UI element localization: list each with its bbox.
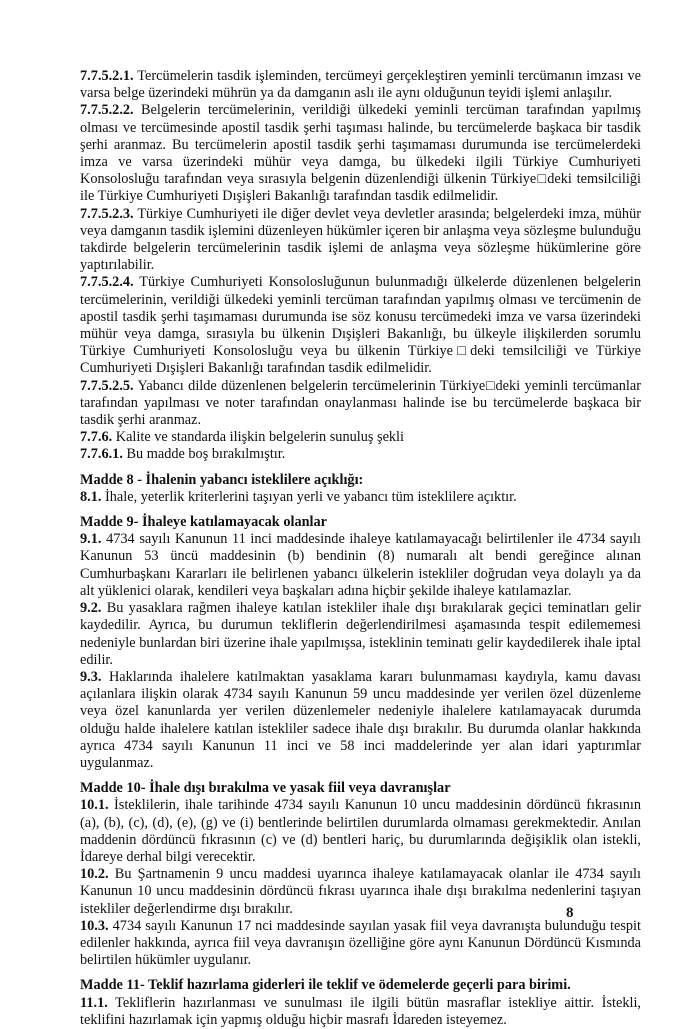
clause-7-7-5-2-5: [80, 378, 641, 430]
page-number: 8: [566, 905, 574, 921]
clause-7-7-6: [80, 429, 641, 446]
clause-8-1: [80, 489, 641, 506]
clause-7-7-5-2-3: [80, 206, 641, 275]
clause-text: Bu yasaklara rağmen ihaleye katılan istekliler ihale dışı bırakılarak geçici teminatları gelir kaydedilir. Ayrıca, bu durumun tekliflerin değerlendirilmesi aşamasında tespit edilememesi nedeniyle bunlardan biri üzerine ihale yapılmışsa, isteklinin teminatı gelir kaydedilerek ihale iptal edilir.: [80, 600, 641, 668]
clause-text: Haklarında ihalelere katılmaktan yasaklama kararı bulunmaması kaydıyla, kamu davası açılanlara ilişkin olarak 4734 sayılı Kanunun 59 uncu maddesinde yer verilen özel düzenleme veya özel kanunlarda yer verilen düzenlemeler nedeniyle ihalelere katılamayacak durumda olduğu halde ihalelere katılan istekliler sadece ihale dışı bırakılır. Bu durumda olanlar hakkında ayrıca 4734 sayılı Kanunun 11 inci ve 58 inci maddelerinde yer alan idari yaptırımlar uygulanmaz.: [80, 668, 641, 771]
clause-text: İsteklilerin, ihale tarihinde 4734 sayılı Kanunun 10 uncu maddesinin dördüncü fıkrasının (a), (b), (c), (d), (e), (g) ve (i) bentlerinde belirtilen durumlarda olmaması gerekmektedir. Anılan maddenin dördüncü fıkrasının (c) ve (d) bentleri hariç, bu durumlarında değişiklik olan istekli, İdareye derhal bilgi verecektir.: [80, 797, 641, 865]
clause-7-7-6-1: [80, 446, 641, 463]
section-heading: Madde 11- Teklif hazırlama giderleri ile teklif ve ödemelerde geçerli para birimi.: [80, 977, 571, 994]
translation-clauses: [80, 68, 641, 464]
clause-text: 4734 sayılı Kanunun 11 inci maddesinde ihaleye katılamayacağı belirtilenler ile 4734 sayılı Kanunun 53 üncü maddesinin (b) bendinin (8) numaralı alt bendi gereğince alınan Cumhurbaşkanı Kararları ile belirlenen yabancı ülkelerin istekliler doğrudan veya dolaylı ya da alt yüklenici olarak, kendileri veya başkaları adına hiçbir şekilde ihaleye katılamazlar.: [80, 531, 641, 599]
clause-7-7-5-2-1: [80, 68, 641, 102]
section-madde-10: [80, 780, 641, 969]
clause-11-1: [80, 995, 641, 1029]
clause-number: 10.1.: [80, 797, 109, 814]
clause-number: 7.7.5.2.2.: [80, 102, 134, 119]
clause-number: 11.1.: [80, 994, 108, 1011]
clause-number: 7.7.5.2.1.: [80, 68, 134, 84]
section-heading: Madde 8 - İhalenin yabancı isteklilere açıklığı:: [80, 471, 364, 488]
clause-number: 10.2.: [80, 866, 109, 883]
clause-number: 9.2.: [80, 600, 102, 617]
clause-9-3: [80, 669, 641, 772]
section-madde-8: [80, 472, 641, 506]
clause-10-3: [80, 918, 641, 970]
clause-number: 9.1.: [80, 531, 102, 548]
clause-number: 10.3.: [80, 917, 109, 934]
clause-number: 7.7.5.2.5.: [80, 377, 134, 394]
clause-9-1: [80, 531, 641, 600]
clause-text: Kalite ve standarda ilişkin belgelerin sunuluş şekli: [112, 429, 405, 446]
clause-text: Yabancı dilde düzenlenen belgelerin tercümelerinin Türkiye□deki yeminli tercümanlar tarafından yapılması ve noter tarafından onaylanması halinde ise bu tercümelerde başkaca bir tasdik şerhi aranmaz.: [80, 377, 641, 429]
clause-text: Bu madde boş bırakılmıştır.: [122, 446, 286, 463]
section-madde-9: [80, 514, 641, 772]
clause-number: 7.7.6.1.: [80, 446, 123, 463]
clause-text: Belgelerin tercümelerinin, verildiği ülkedeki yeminli tercüman tarafından yapılmış olması ve tercümesinde apostil tasdik şerhi taşıması halinde, bu tercümelerde başkaca bir tasdik şerhi aranmaz. Bu tercümelerin apostil tasdik şerhi taşımaması durumunda ise tercümelerdeki imza ve varsa üzerindeki mühür veya damga, bu ülkedeki ilgili Türkiye Cumhuriyeti Konsolosluğu tarafından veya sırasıyla belgenin düzenlendiği ülkenin Türkiye□deki temsilciliği ile Türkiye Cumhuriyeti Dışişleri Bakanlığı tarafından tasdik edilmelidir.: [80, 102, 641, 205]
clause-text: 4734 sayılı Kanunun 17 nci maddesinde sayılan yasak fiil veya davranışta bulunduğu tespit edilenler hakkında, ayrıca fiil veya davranışın özelliğine göre aynı Kanunun Dördüncü Kısmında belirtilen hükümler uygulanır.: [80, 917, 641, 969]
clause-text: Bu Şartnamenin 9 uncu maddesi uyarınca ihaleye katılamayacak olanlar ile 4734 sayılı Kanunun 10 uncu maddesinin dördüncü fıkrası uyarınca ihale dışı bırakılma nedenlerini taşıyan istekliler değerlendirme dışı bırakılır.: [80, 866, 641, 917]
clause-text: Tekliflerin hazırlanması ve sunulması ile ilgili bütün masraflar istekliye aittir. İstekli, teklifini hazırlamak için yapmış olduğu hiçbir masrafı İdareden isteyemez.: [80, 994, 641, 1028]
section-heading: Madde 10- İhale dışı bırakılma ve yasak fiil veya davranışlar: [80, 780, 451, 797]
clause-number: 8.1.: [80, 488, 102, 505]
document-page: [80, 68, 641, 1029]
clause-10-2: [80, 866, 641, 918]
clause-text: Türkiye Cumhuriyeti ile diğer devlet veya devletler arasında; belgelerdeki imza, mühür veya damganın tasdik işlemini düzenleyen hükümler içeren bir anlaşma veya sözleşme bulunduğu takdirde belgelerin tercümelerinin tasdik işlemi de anlaşma veya sözleşme hükümlerine göre yaptırılabilir.: [80, 205, 641, 274]
clause-7-7-5-2-4: [80, 274, 641, 377]
section-heading: Madde 9- İhaleye katılamayacak olanlar: [80, 514, 328, 531]
clause-number: 7.7.5.2.4.: [80, 274, 134, 291]
clause-number: 7.7.6.: [80, 429, 113, 446]
clause-10-1: [80, 797, 641, 866]
clause-7-7-5-2-2: [80, 102, 641, 205]
clause-text: Türkiye Cumhuriyeti Konsolosluğunun bulunmadığı ülkelerde düzenlenen belgelerin tercümelerinin, verildiği ülkedeki yeminli tercüman tarafından yapılmış olması ve tercümenin de apostil tasdik şerhi taşımaması durumunda ise söz konusu tercümedeki imza ve varsa üzerindeki mühür veya damga, sırasıyla bu ülkenin Dışişleri Bakanlığı, bu ülkeyle ilişkilerden sorumlu Türkiye Cumhuriyeti Konsolosluğu veya bu ülkenin Türkiye□deki temsilciliği ve Türkiye Cumhuriyeti Dışişleri Bakanlığı tarafından tasdik edilmelidir.: [80, 274, 641, 377]
clause-text: Tercümelerin tasdik işleminden, tercümeyi gerçekleştiren yeminli tercümanın imzası ve varsa belge üzerindeki mührün ya da damganın aslı ile aynı olduğunun teyidi işlemi anlaşılır.: [80, 68, 641, 102]
clause-number: 7.7.5.2.3.: [80, 205, 134, 222]
clause-number: 9.3.: [80, 668, 102, 685]
clause-text: İhale, yeterlik kriterlerini taşıyan yerli ve yabancı tüm isteklilere açıktır.: [101, 488, 517, 505]
clause-9-2: [80, 600, 641, 669]
section-madde-11: [80, 977, 641, 1029]
